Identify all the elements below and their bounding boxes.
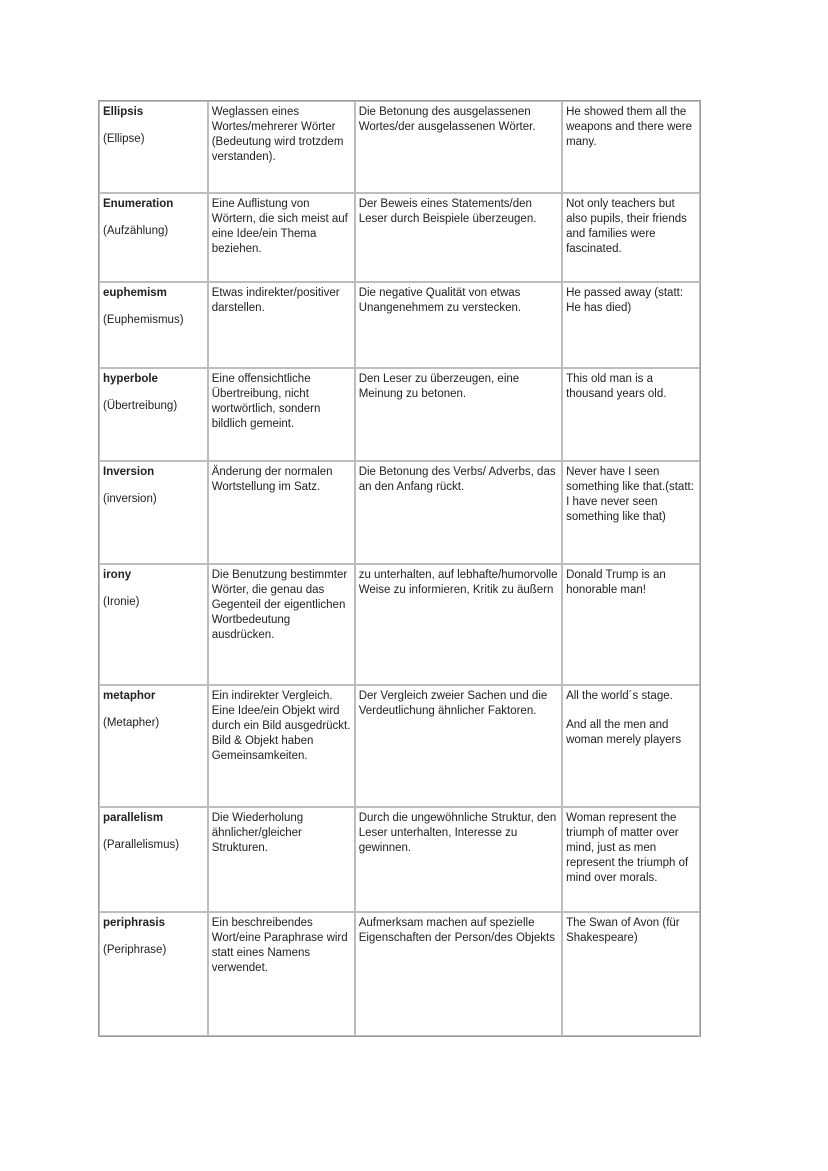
- term-cell: [99, 912, 208, 1036]
- example-cell: [562, 564, 700, 685]
- term-german: (Periphrase): [103, 944, 167, 956]
- term-english: irony: [103, 569, 132, 581]
- example-cell: [562, 368, 700, 461]
- term-english: metaphor: [103, 690, 156, 702]
- example-cell: [562, 461, 700, 564]
- table-row: [99, 368, 700, 461]
- function-cell: Die Betonung des Verbs/ Adverbs, das an den Anfang rückt.: [355, 461, 562, 564]
- term-cell: [99, 564, 208, 685]
- function-cell: Den Leser zu überzeugen, eine Meinung zu betonen.: [355, 368, 562, 461]
- definition-cell: Ein indirekter Vergleich. Eine Idee/ein Objekt wird durch ein Bild ausgedrückt. Bild & Objekt haben Gemeinsamkeiten.: [208, 685, 355, 807]
- term-cell: [99, 685, 208, 807]
- example-cell: [562, 282, 700, 368]
- function-cell: Der Vergleich zweier Sachen und die Verdeutlichung ähnlicher Faktoren.: [355, 685, 562, 807]
- example-line: All the world´s stage.: [566, 690, 673, 702]
- definition-cell: Die Benutzung bestimmter Wörter, die genau das Gegenteil der eigentlichen Wortbedeutung ausdrücken.: [208, 564, 355, 685]
- definition-cell: Eine offensichtliche Übertreibung, nicht wortwörtlich, sondern bildlich gemeint.: [208, 368, 355, 461]
- table-row: [99, 193, 700, 282]
- term-english: periphrasis: [103, 917, 165, 929]
- term-english: Ellipsis: [103, 106, 144, 118]
- function-cell: Durch die ungewöhnliche Struktur, den Leser unterhalten, Interesse zu gewinnen.: [355, 807, 562, 912]
- stylistic-devices-table: [98, 100, 701, 1037]
- example-line: And all the men and woman merely players: [566, 719, 682, 746]
- function-cell: zu unterhalten, auf lebhafte/humorvolle Weise zu informieren, Kritik zu äußern: [355, 564, 562, 685]
- term-german: (Metapher): [103, 717, 160, 729]
- definition-cell: Ein beschreibendes Wort/eine Paraphrase wird statt eines Namens verwendet.: [208, 912, 355, 1036]
- term-german: (Übertreibung): [103, 400, 178, 412]
- term-cell: [99, 101, 208, 193]
- term-english: euphemism: [103, 287, 167, 299]
- term-english: Inversion: [103, 466, 155, 478]
- term-cell: [99, 368, 208, 461]
- function-cell: Die Betonung des ausgelassenen Wortes/der ausgelassenen Wörter.: [355, 101, 562, 193]
- example-line: Woman represent the triumph of matter over mind, just as men represent the triumph of mind over morals.: [566, 812, 689, 884]
- term-cell: [99, 193, 208, 282]
- table-body: [99, 101, 700, 1036]
- term-cell: [99, 282, 208, 368]
- function-cell: Die negative Qualität von etwas Unangenehmem zu verstecken.: [355, 282, 562, 368]
- table-row: [99, 807, 700, 912]
- table-row: [99, 912, 700, 1036]
- term-german: (Ironie): [103, 596, 140, 608]
- definition-cell: Die Wiederholung ähnlicher/gleicher Strukturen.: [208, 807, 355, 912]
- table-row: [99, 685, 700, 807]
- example-cell: [562, 685, 700, 807]
- example-line: Not only teachers but also pupils, their friends and families were fascinated.: [566, 198, 687, 255]
- table-row: [99, 461, 700, 564]
- table-row: [99, 564, 700, 685]
- term-cell: [99, 807, 208, 912]
- definition-cell: Etwas indirekter/positiver darstellen.: [208, 282, 355, 368]
- function-cell: Aufmerksam machen auf spezielle Eigenschaften der Person/des Objekts: [355, 912, 562, 1036]
- table-row: [99, 282, 700, 368]
- example-cell: [562, 807, 700, 912]
- term-german: (inversion): [103, 493, 157, 505]
- term-cell: [99, 461, 208, 564]
- example-cell: [562, 193, 700, 282]
- term-english: Enumeration: [103, 198, 174, 210]
- example-cell: [562, 101, 700, 193]
- example-line: He showed them all the weapons and there were many.: [566, 106, 693, 148]
- function-cell: Der Beweis eines Statements/den Leser durch Beispiele überzeugen.: [355, 193, 562, 282]
- definition-cell: Eine Auflistung von Wörtern, die sich meist auf eine Idee/ein Thema beziehen.: [208, 193, 355, 282]
- example-line: This old man is a thousand years old.: [566, 373, 667, 400]
- term-german: (Ellipse): [103, 133, 145, 145]
- definition-cell: Änderung der normalen Wortstellung im Satz.: [208, 461, 355, 564]
- table-row: [99, 101, 700, 193]
- term-german: (Aufzählung): [103, 225, 169, 237]
- example-line: Donald Trump is an honorable man!: [566, 569, 666, 596]
- example-line: He passed away (statt: He has died): [566, 287, 684, 314]
- example-spacer: [566, 704, 697, 718]
- term-english: hyperbole: [103, 373, 158, 385]
- definition-cell: Weglassen eines Wortes/mehrerer Wörter (Bedeutung wird trotzdem verstanden).: [208, 101, 355, 193]
- example-line: The Swan of Avon (für Shakespeare): [566, 917, 680, 944]
- example-line: Never have I seen something like that.(statt: I have never seen something like that): [566, 466, 694, 523]
- term-german: (Parallelismus): [103, 839, 180, 851]
- term-english: parallelism: [103, 812, 164, 824]
- example-cell: [562, 912, 700, 1036]
- term-german: (Euphemismus): [103, 314, 184, 326]
